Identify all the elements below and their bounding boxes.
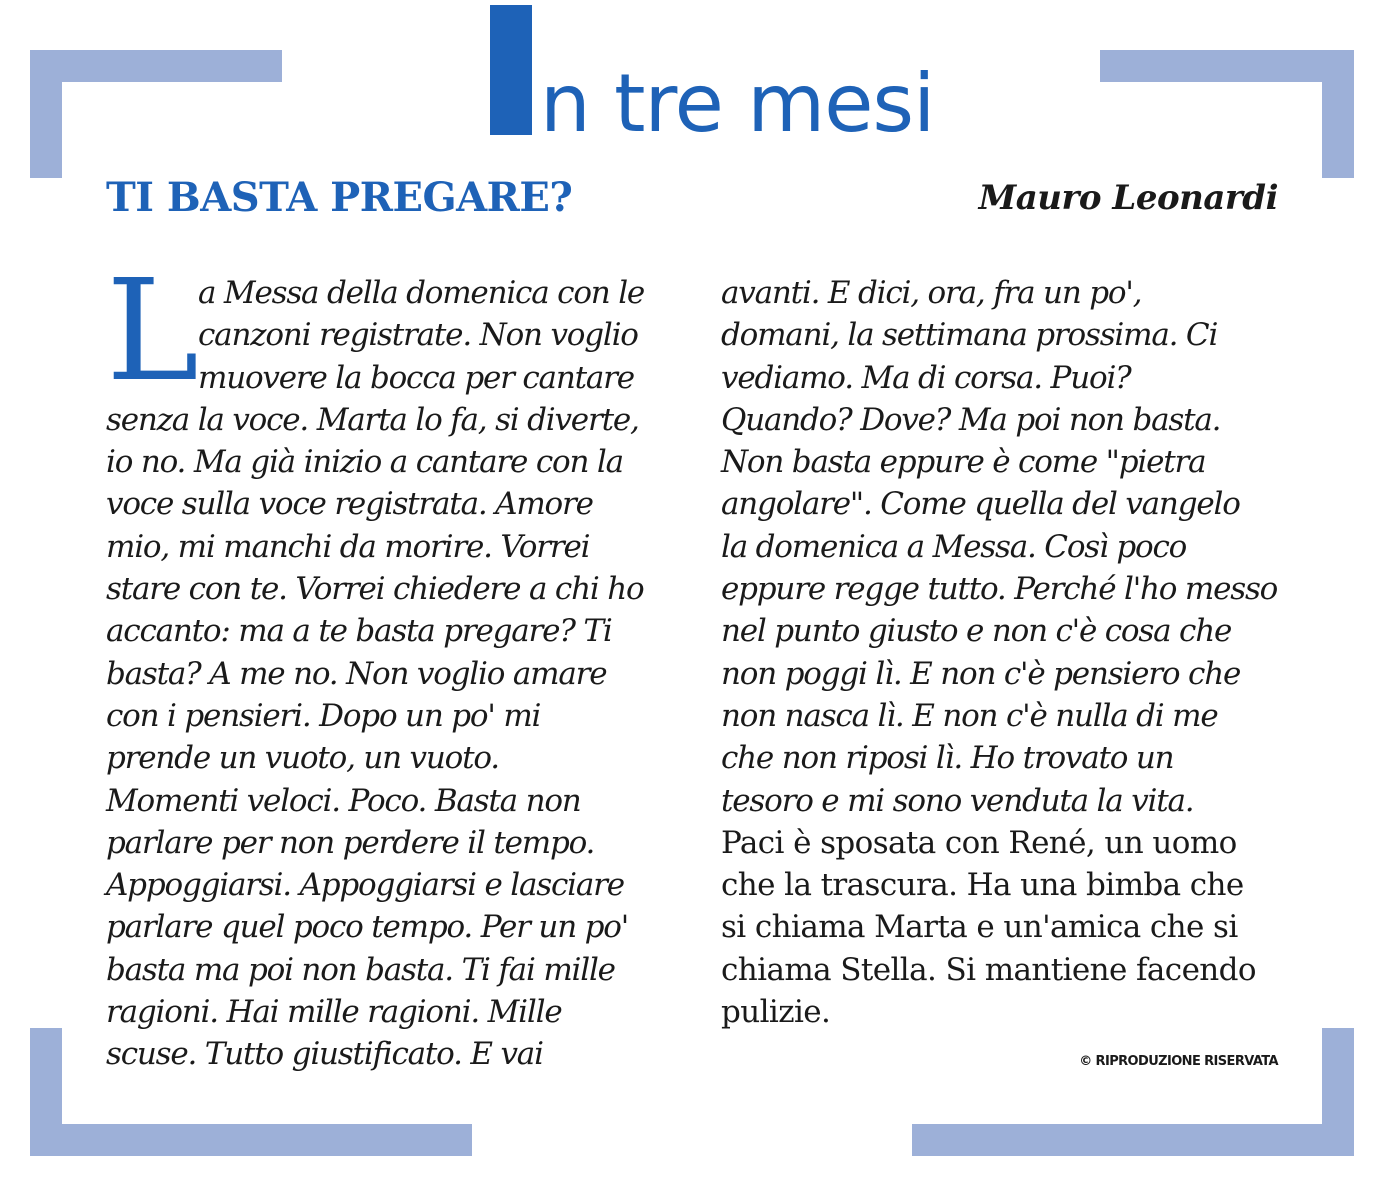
frame-corner-top-right-h (1100, 50, 1354, 82)
article-line: ragioni. Hai mille ragioni. Mille (106, 994, 562, 1031)
bio-line: chiama Stella. Si mantiene facendo (721, 951, 1256, 988)
article-line: basta? A me no. Non voglio amare (106, 655, 607, 692)
article-line: eppure regge tutto. Perché l'ho messo (721, 571, 1278, 608)
article-title: TI BASTA PREGARE? (106, 174, 573, 221)
article-line: muovere la bocca per cantare (198, 359, 634, 396)
article-line: scuse. Tutto giustificato. E vai (106, 1036, 543, 1073)
article-line: parlare per non perdere il tempo. (106, 824, 595, 861)
article-line: mio, mi manchi da morire. Vorrei (106, 528, 590, 565)
article-line: io no. Ma già inizio a cantare con la (106, 444, 623, 481)
article-line: basta ma poi non basta. Ti fai mille (106, 951, 615, 988)
bio-line: Paci è sposata con René, un uomo (721, 824, 1237, 861)
article-line: accanto: ma a te basta pregare? Ti (106, 613, 612, 650)
bio-line: pulizie. (721, 994, 831, 1031)
article-line: che non riposi lì. Ho trovato un (721, 740, 1174, 777)
frame-corner-bottom-left-h (30, 1124, 472, 1156)
article-column-right (721, 272, 1286, 1033)
article-line: tesoro e mi sono venduta la vita. (721, 782, 1194, 819)
rubric-title: n tre mesi (540, 57, 935, 150)
article-line: angolare". Come quella del vangelo (721, 486, 1240, 523)
article-line: stare con te. Vorrei chiedere a chi ho (106, 571, 644, 608)
article-line: non poggi lì. E non c'è pensiero che (721, 655, 1241, 692)
article-line: avanti. E dici, ora, fra un po', (721, 275, 1142, 311)
article-line: voce sulla voce registrata. Amore (106, 486, 593, 523)
article-line: canzoni registrate. Non voglio (198, 317, 638, 354)
article-line: Appoggiarsi. Appoggiarsi e lasciare (106, 867, 624, 904)
article-line: senza la voce. Marta lo fa, si diverte, (106, 401, 639, 438)
article-line: Quando? Dove? Ma poi non basta. (721, 401, 1221, 438)
article-line: non nasca lì. E non c'è nulla di me (721, 697, 1218, 734)
article-line: prende un vuoto, un vuoto. (106, 740, 499, 777)
article-line: vediamo. Ma di corsa. Puoi? (721, 359, 1131, 396)
article-line: parlare quel poco tempo. Per un po' (106, 909, 629, 946)
article-column-left (106, 272, 666, 1076)
frame-corner-top-left-v (30, 50, 62, 178)
article-line: Momenti veloci. Poco. Basta non (106, 782, 581, 819)
drop-cap: L (106, 250, 199, 413)
article-line: con i pensieri. Dopo un po' mi (106, 697, 541, 734)
article-line: la domenica a Messa. Così poco (721, 528, 1187, 565)
bio-line: che la trascura. Ha una bimba che (721, 867, 1244, 904)
article-author: Mauro Leonardi (978, 178, 1278, 218)
frame-corner-bottom-right-h (912, 1124, 1354, 1156)
rubric-initial-bar (490, 5, 532, 135)
bio-line: si chiama Marta e un'amica che si (721, 909, 1238, 946)
frame-corner-top-left-h (30, 50, 282, 82)
article-line: a Messa della domenica con le (198, 275, 645, 311)
article-line: nel punto giusto e non c'è cosa che (721, 613, 1232, 650)
copyright-notice: © RIPRODUZIONE RISERVATA (1079, 1054, 1278, 1069)
article-line: domani, la settimana prossima. Ci (721, 317, 1218, 354)
frame-corner-top-right-v (1322, 50, 1354, 178)
article-line: Non basta eppure è come "pietra (721, 444, 1206, 481)
